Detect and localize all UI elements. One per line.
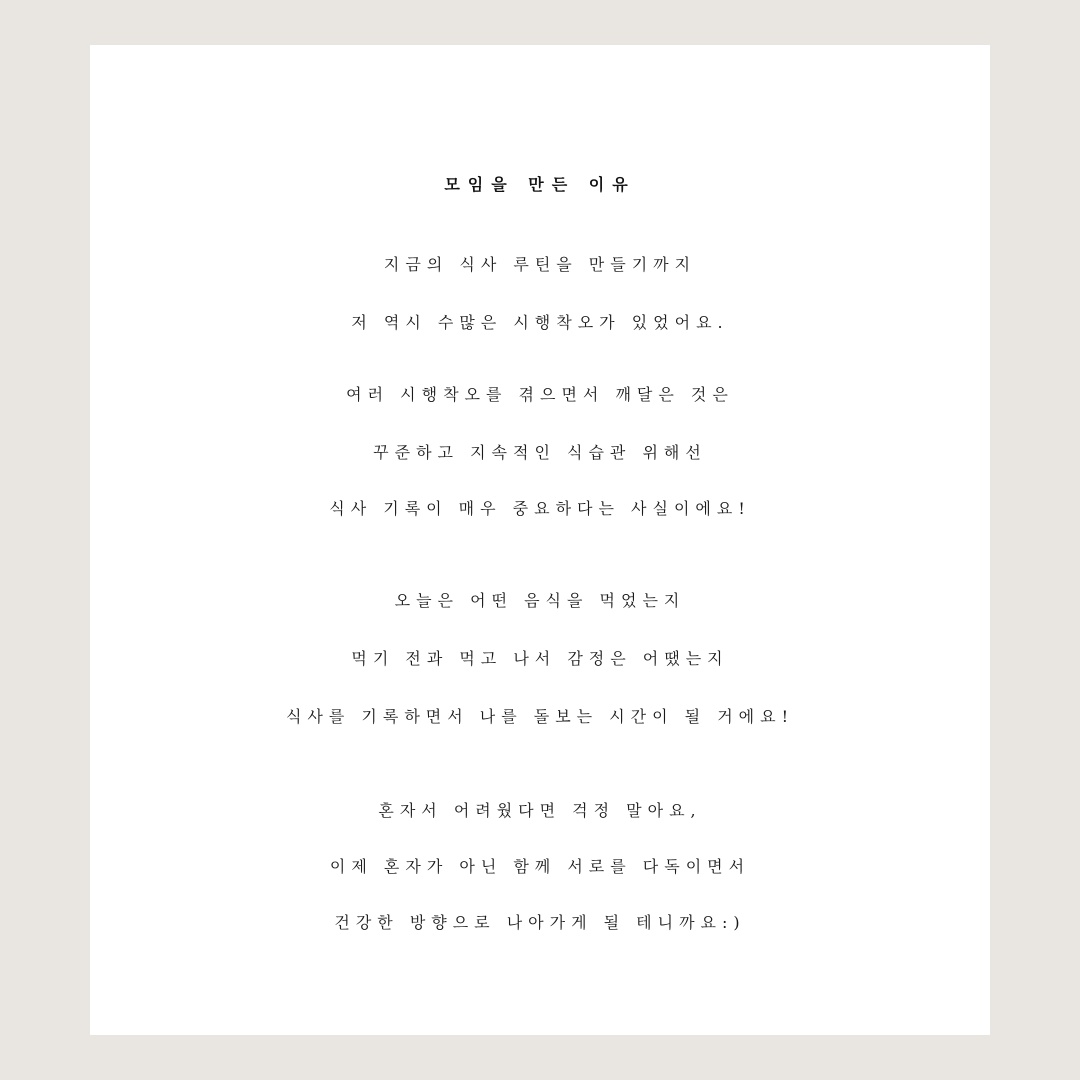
- paragraph-2-line-3: 식사 기록이 매우 중요하다는 사실이에요!: [329, 499, 751, 518]
- content-card: [90, 45, 990, 1035]
- paragraph-3-line-3: 식사를 기록하면서 나를 돌보는 시간이 될 거에요!: [285, 707, 795, 726]
- page-title: 모임을 만든 이유: [444, 175, 636, 194]
- paragraph-3-line-2: 먹기 전과 먹고 나서 감정은 어땠는지: [351, 649, 729, 668]
- paragraph-3-line-1: 오늘은 어떤 음식을 먹었는지: [394, 591, 686, 610]
- paragraph-1-line-1: 지금의 식사 루틴을 만들기까지: [383, 255, 697, 274]
- paragraph-2-line-2: 꾸준하고 지속적인 식습관 위해선: [373, 443, 707, 462]
- paragraph-4-line-3: 건강한 방향으로 나아가게 될 테니까요:): [334, 913, 746, 932]
- paragraph-4-line-2: 이제 혼자가 아닌 함께 서로를 다독이면서: [329, 857, 751, 876]
- paragraph-1-line-2: 저 역시 수많은 시행착오가 있었어요.: [351, 313, 729, 332]
- paragraph-4-line-1: 혼자서 어려웠다면 걱정 말아요,: [378, 801, 702, 820]
- paragraph-2-line-1: 여러 시행착오를 겪으면서 깨달은 것은: [346, 385, 734, 404]
